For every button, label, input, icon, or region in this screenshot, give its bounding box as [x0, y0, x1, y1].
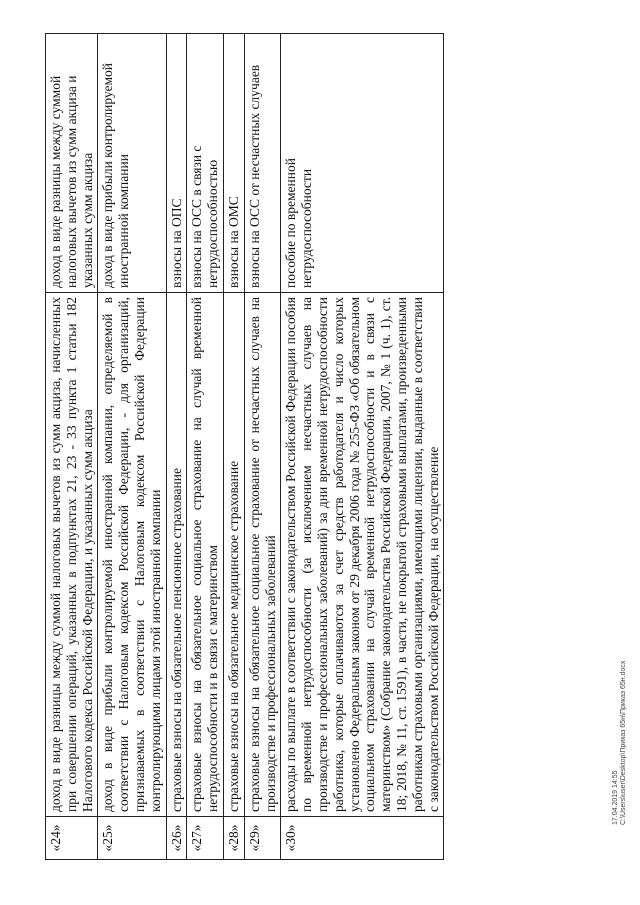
expense-codes-table	[45, 33, 444, 860]
row-number: «29»	[244, 817, 281, 860]
table-row	[187, 34, 224, 860]
footer-filepath: C:\Users\user\Desktop\Приказ 65н\Приказ 65н.docx	[620, 660, 627, 825]
row-number: «30»	[281, 817, 444, 860]
row-category: взносы на ОСС от несчастных случаев	[244, 34, 281, 293]
table-row	[223, 34, 244, 860]
row-description: расходы по выплате в соответствии с законодательством Российской Федерации пособия по временной нетрудоспособности (за исключением несчастных случаев на производстве и профессиональных заболеваний) за дни временной нетрудоспособности работника, которые оплачиваются за счет средств работодателя и число которых установлено Федеральным законом от 29 декабря 2006 года № 255-ФЗ «Об обязательном социальном страховании на случай временной нетрудоспособности и в связи с материнством» (Собрание законодательства Российской Федерации, 2007, № 1 (ч. 1), ст. 18; 2018, № 11, ст. 1591), в части, не покрытой страховыми выплатами, произведенными работникам страховыми организациями, имеющими лицензии, выданные в соответствии с законодательством Российской Федерации, на осуществление	[281, 293, 444, 817]
row-number: «28»	[223, 817, 244, 860]
table-row	[46, 34, 98, 860]
row-description: страховые взносы на обязательное социальное страхование на случай временной нетрудоспособности и в связи с материнством	[187, 293, 224, 817]
row-number: «26»	[166, 817, 187, 860]
row-description: страховые взносы на обязательное пенсионное страхование	[166, 293, 187, 817]
row-category: взносы на ОПС	[166, 34, 187, 293]
row-description: доход в виде разницы между суммой налоговых вычетов из сумм акциза, начисленных при совершении операций, указанных в подпунктах 21, 23 - 33 пункта 1 статьи 182 Налогового кодекса Российской Федерации, и указанных сумм акциза	[46, 293, 98, 817]
row-number: «27»	[187, 817, 224, 860]
row-category: взносы на ОСС в связи с нетрудоспособностью	[187, 34, 224, 293]
row-number: «24»	[46, 817, 98, 860]
table-row	[166, 34, 187, 860]
table-row	[98, 34, 166, 860]
table-row	[244, 34, 281, 860]
row-category: пособие по временной нетрудоспособности	[281, 34, 444, 293]
rotated-table-container	[45, 45, 580, 860]
footer-timestamp: 17.04.2019 14:55	[612, 770, 619, 825]
row-description: страховые взносы на обязательное социальное страхование от несчастных случаев на производстве и профессиональных заболеваний	[244, 293, 281, 817]
row-category: доход в виде прибыли контролируемой иностранной компании	[98, 34, 166, 293]
row-description: доход в виде прибыли контролируемой иностранной компании, определяемой в соответствии с Налоговым кодексом Российской Федерации, - для организаций, признаваемых в соответствии с Налоговым кодексом Российской Федерации контролирующими лицами этой иностранной компании	[98, 293, 166, 817]
table-row	[281, 34, 444, 860]
row-number: «25»	[98, 817, 166, 860]
row-category: взносы на ОМС	[223, 34, 244, 293]
file-path-footer	[612, 661, 628, 825]
row-description: страховые взносы на обязательное медицинское страхование	[223, 293, 244, 817]
row-category: доход в виде разницы между суммой налоговых вычетов из сумм акциза и указанных сумм акциза	[46, 34, 98, 293]
